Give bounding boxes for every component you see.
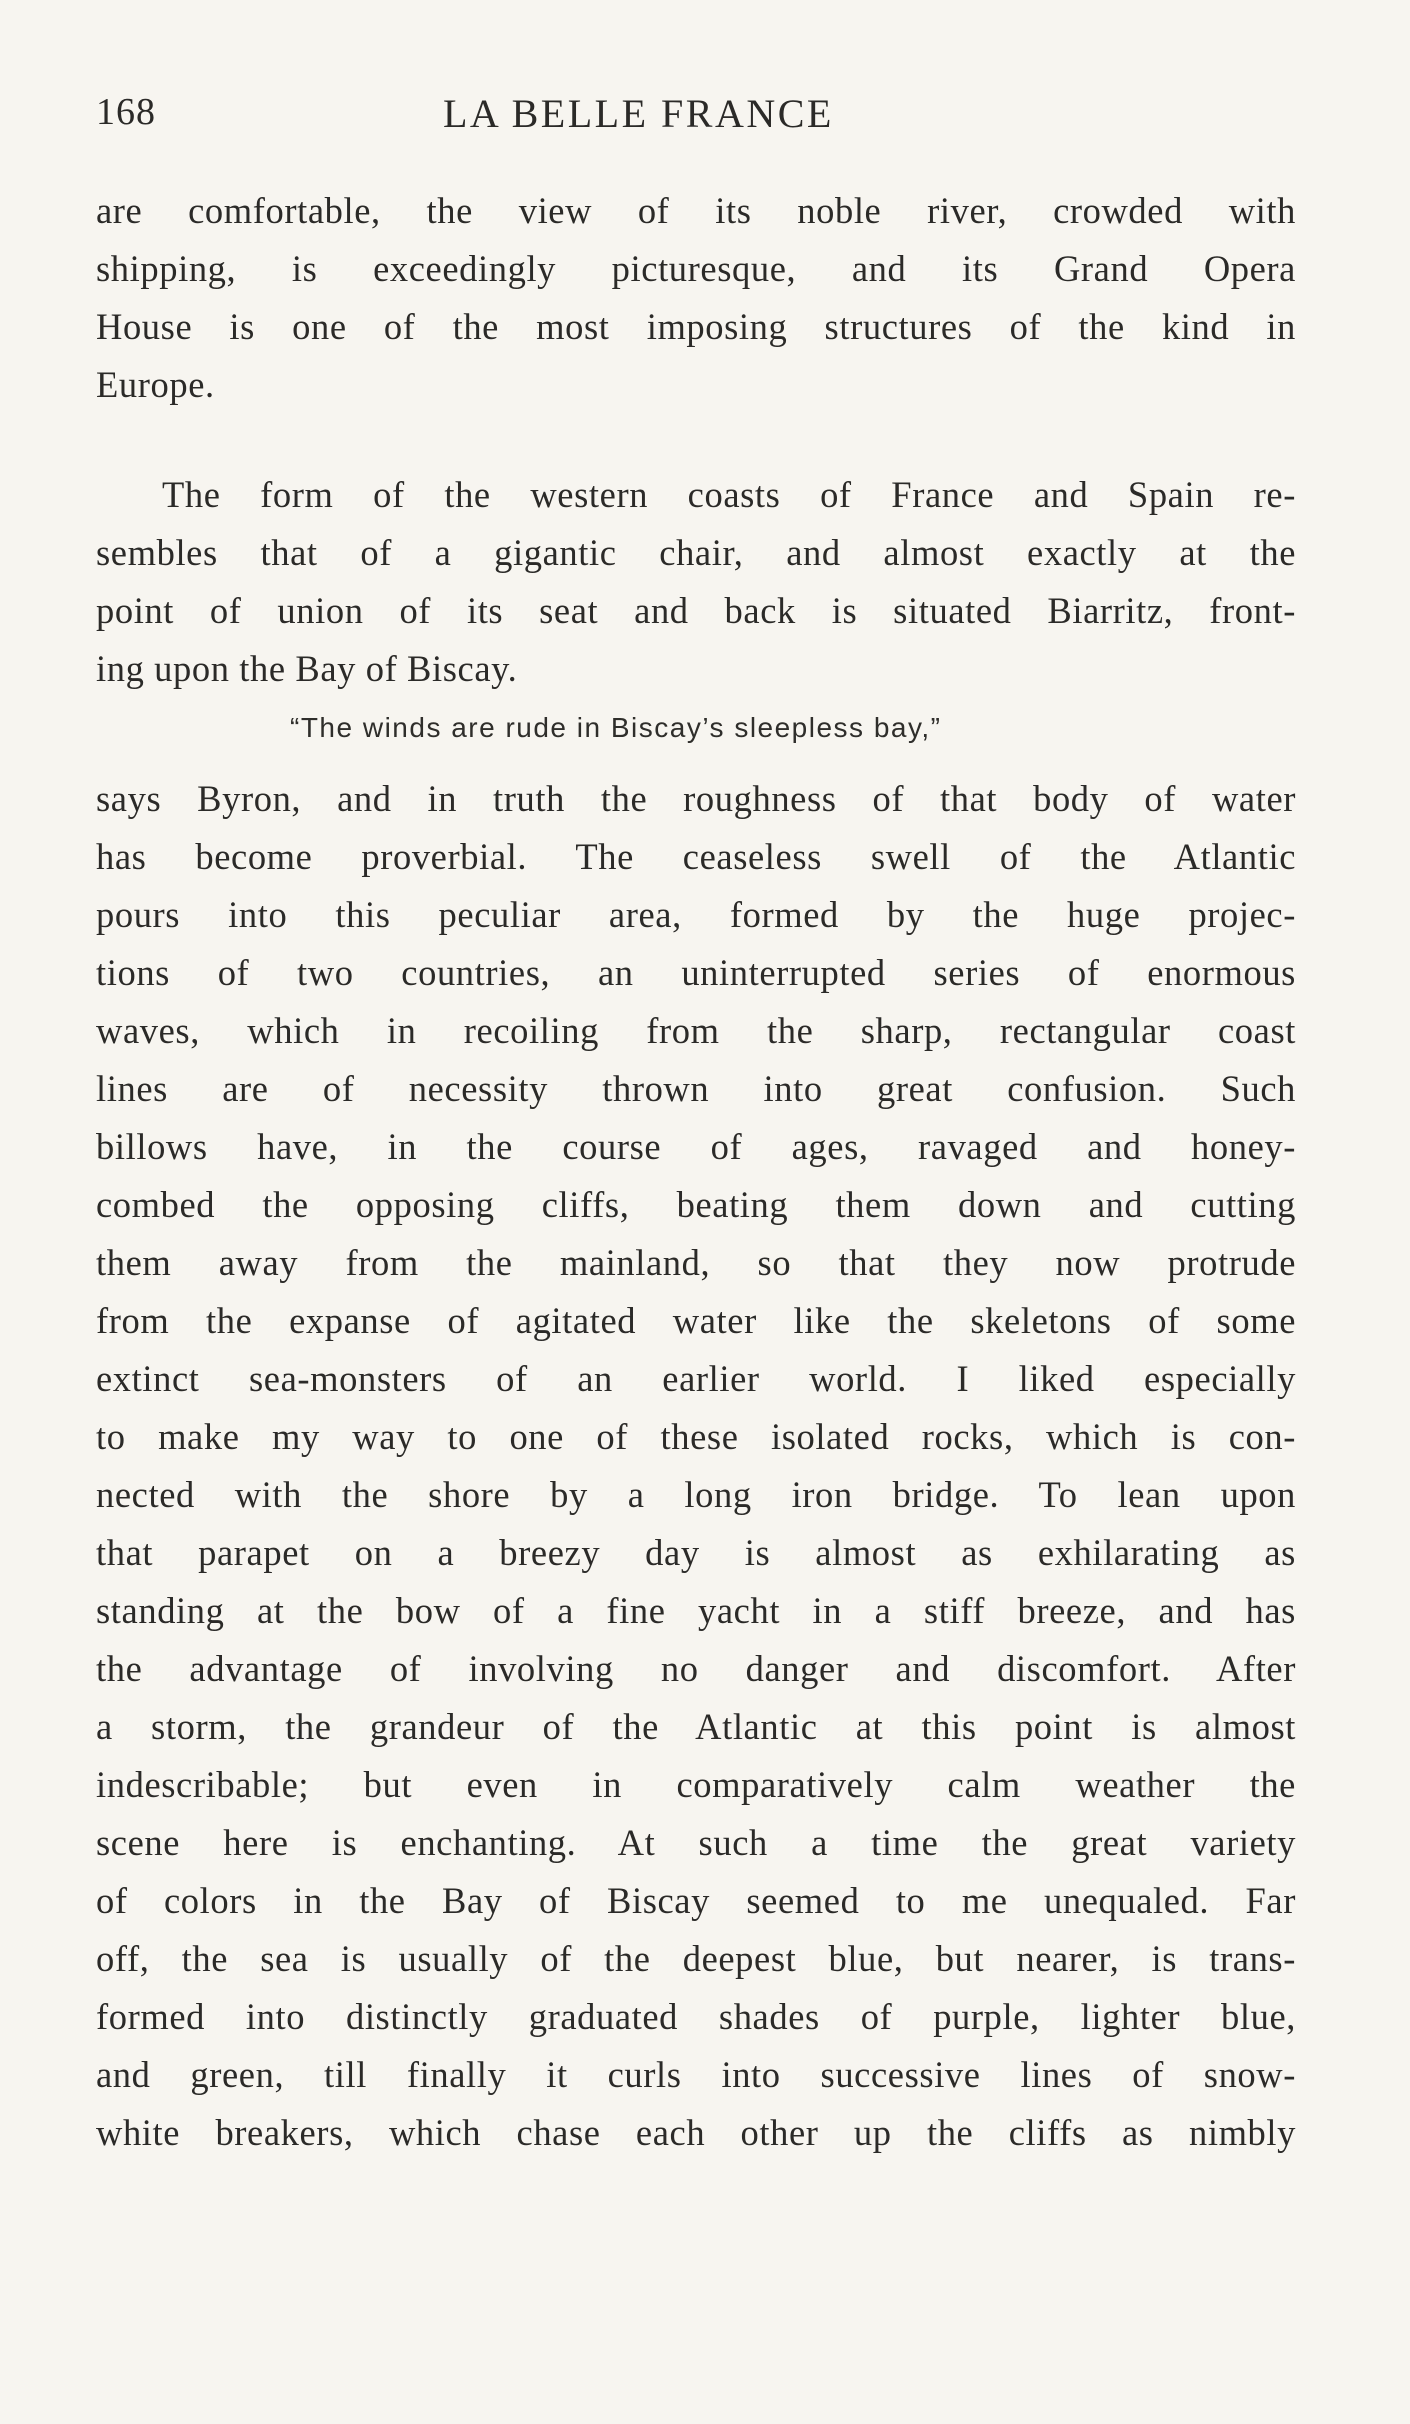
text-line: and green, till finally it curls into successive lines of snow-	[96, 2054, 1296, 2095]
running-head	[96, 90, 1296, 140]
text-line: billows have, in the course of ages, ravaged and honey-	[96, 1126, 1296, 1167]
text-line: to make my way to one of these isolated rocks, which is con-	[96, 1416, 1296, 1457]
byron-quote: “The winds are rude in Biscay’s sleepless bay,”	[290, 712, 942, 743]
text-line: the advantage of involving no danger and discomfort. After	[96, 1648, 1296, 1689]
text-line: House is one of the most imposing structures of the kind in	[96, 306, 1296, 347]
paragraph-1	[96, 182, 1296, 414]
running-title: LA BELLE FRANCE	[443, 91, 834, 136]
text-line: extinct sea-monsters of an earlier world. I liked especially	[96, 1358, 1296, 1399]
page-number: 168	[96, 91, 156, 133]
text-line: sembles that of a gigantic chair, and almost exactly at the	[96, 532, 1296, 573]
text-line: waves, which in recoiling from the sharp, rectangular coast	[96, 1010, 1296, 1051]
text-line: white breakers, which chase each other up the cliffs as nimbly	[96, 2112, 1296, 2153]
text-line: pours into this peculiar area, formed by the huge projec-	[96, 894, 1296, 935]
text-line: of colors in the Bay of Biscay seemed to me unequaled. Far	[96, 1880, 1296, 1921]
text-line: scene here is enchanting. At such a time the great variety	[96, 1822, 1296, 1863]
text-line: ing upon the Bay of Biscay.	[96, 648, 518, 689]
text-line: are comfortable, the view of its noble river, crowded with	[96, 190, 1296, 231]
paragraph-2	[96, 466, 1296, 698]
text-line: The form of the western coasts of France and Spain re-	[162, 474, 1296, 515]
text-line: has become proverbial. The ceaseless swell of the Atlantic	[96, 836, 1296, 877]
text-line: shipping, is exceedingly picturesque, and its Grand Opera	[96, 248, 1296, 289]
text-line: formed into distinctly graduated shades of purple, lighter blue,	[96, 1996, 1296, 2037]
text-line: them away from the mainland, so that they now protrude	[96, 1242, 1296, 1283]
text-line: says Byron, and in truth the roughness of that body of water	[96, 778, 1296, 819]
text-line: point of union of its seat and back is situated Biarritz, front-	[96, 590, 1296, 631]
text-line: that parapet on a breezy day is almost as exhilarating as	[96, 1532, 1296, 1573]
text-line: combed the opposing cliffs, beating them down and cutting	[96, 1184, 1296, 1225]
text-line: nected with the shore by a long iron bridge. To lean upon	[96, 1474, 1296, 1515]
text-line: a storm, the grandeur of the Atlantic at this point is almost	[96, 1706, 1296, 1747]
text-line: from the expanse of agitated water like the skeletons of some	[96, 1300, 1296, 1341]
text-line: lines are of necessity thrown into great confusion. Such	[96, 1068, 1296, 1109]
text-line: standing at the bow of a fine yacht in a stiff breeze, and has	[96, 1590, 1296, 1631]
text-line: indescribable; but even in comparatively calm weather the	[96, 1764, 1296, 1805]
text-line: Europe.	[96, 364, 215, 405]
text-line: tions of two countries, an uninterrupted series of enormous	[96, 952, 1296, 993]
paragraph-3	[96, 770, 1296, 2162]
text-line: off, the sea is usually of the deepest blue, but nearer, is trans-	[96, 1938, 1296, 1979]
